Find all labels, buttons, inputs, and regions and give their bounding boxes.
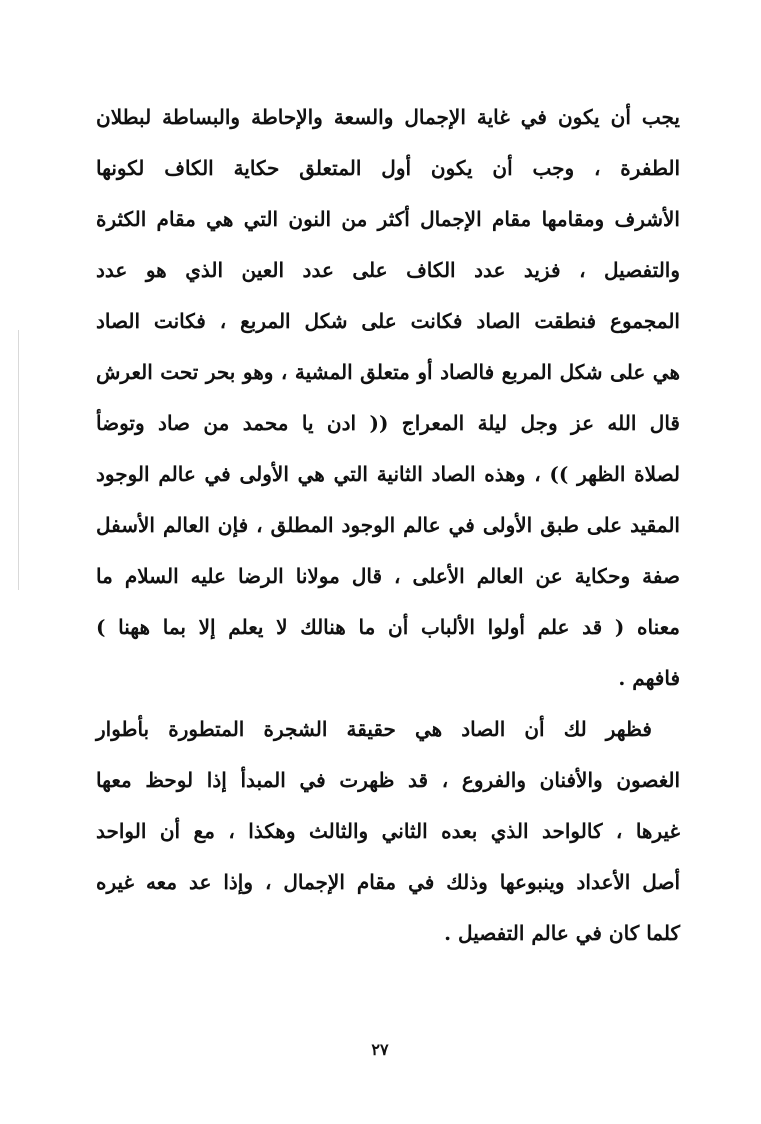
text-line: قال الله عز وجل ليلة المعراج (( ادن يا محمد من صاد وتوضأ — [96, 411, 680, 435]
page-number: ٢٧ — [371, 1040, 389, 1059]
paragraph-2 — [96, 704, 680, 959]
text-line: المقيد على طبق الأولى في عالم الوجود المطلق ، فإن العالم الأسفل — [96, 513, 680, 537]
scan-edge-line — [18, 330, 19, 590]
text-line: صفة وحكاية عن العالم الأعلى ، قال مولانا الرضا عليه السلام ما — [96, 564, 680, 588]
text-line: غيرها ، كالواحد الذي بعده الثاني والثالث وهكذا ، مع أن الواحد — [96, 819, 680, 843]
text-line: أصل الأعداد وينبوعها وذلك في مقام الإجمال ، وإذا عد معه غيره — [96, 870, 680, 894]
text-line: معناه ( قد علم أولوا الألباب أن ما هنالك لا يعلم إلا بما ههنا ) — [96, 615, 680, 639]
text-line: والتفصيل ، فزيد عدد الكاف على عدد العين الذي هو عدد — [96, 258, 680, 282]
text-line-first: فظهر لك أن الصاد هي حقيقة الشجرة المتطورة بأطوار — [96, 717, 652, 741]
paragraph-1 — [96, 92, 680, 704]
text-line-last: فافهم . — [618, 666, 680, 690]
text-line: لصلاة الظهر )) ، وهذه الصاد الثانية التي هي الأولى في عالم الوجود — [96, 462, 680, 486]
text-line: الغصون والأفنان والفروع ، قد ظهرت في المبدأ إذا لوحظ معها — [96, 768, 680, 792]
text-line: المجموع فنطقت الصاد فكانت على شكل المربع ، فكانت الصاد — [96, 309, 680, 333]
text-line: الأشرف ومقامها مقام الإجمال أكثر من النون التي هي مقام الكثرة — [96, 207, 680, 231]
text-line-last: كلما كان في عالم التفصيل . — [444, 921, 680, 945]
text-line: يجب أن يكون في غاية الإجمال والسعة والإحاطة والبساطة لبطلان — [96, 105, 680, 129]
text-line: هي على شكل المربع فالصاد أو متعلق المشية ، وهو بحر تحت العرش — [96, 360, 680, 384]
text-line: الطفرة ، وجب أن يكون أول المتعلق حكاية الكاف لكونها — [96, 156, 680, 180]
